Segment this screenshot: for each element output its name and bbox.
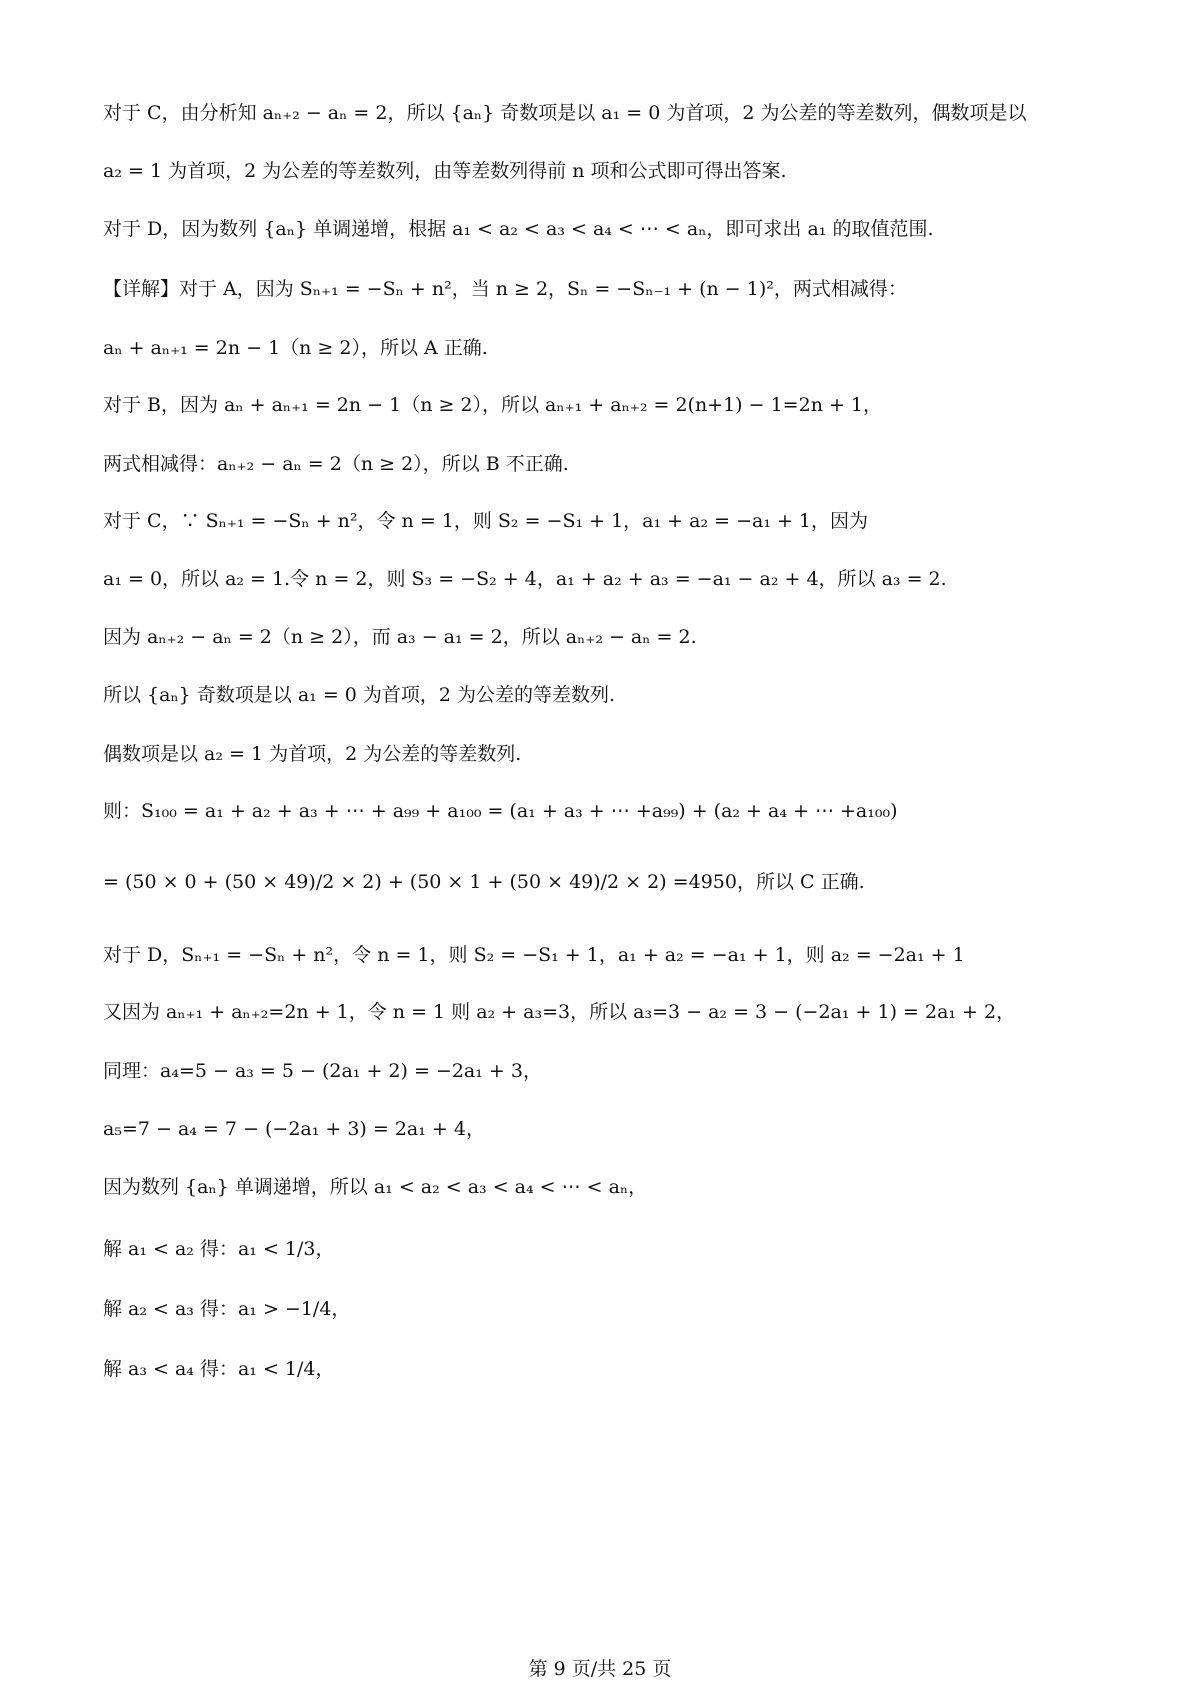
- text-line-14-formula: = (50 × 0 + (50 × 49)/2 × 2) + (50 × 1 + (50 × 49)/2 × 2) =4950，所以 C 正确.: [103, 871, 865, 893]
- text-line-22: 解 a₃ < a₄ 得：a₁ < 1/4，: [103, 1358, 335, 1380]
- text-line-20: 解 a₁ < a₂ 得：a₁ < 1/3，: [103, 1238, 335, 1260]
- text-line-13: 则：S₁₀₀ = a₁ + a₂ + a₃ + ⋯ + a₉₉ + a₁₀₀ = (a₁ + a₃ + ⋯ +a₉₉) + (a₂ + a₄ + ⋯ +a₁₀₀): [103, 800, 898, 822]
- text-line-11: 所以 {aₙ} 奇数项是以 a₁ = 0 为首项，2 为公差的等差数列.: [103, 684, 616, 706]
- text-line-17: 同理：a₄=5 − a₃ = 5 − (2a₁ + 2) = −2a₁ + 3，: [103, 1060, 542, 1082]
- text-line-10: 因为 aₙ₊₂ − aₙ = 2（n ≥ 2），而 a₃ − a₁ = 2，所以 aₙ₊₂ − aₙ = 2.: [103, 626, 697, 648]
- text-line-7: 两式相减得：aₙ₊₂ − aₙ = 2（n ≥ 2），所以 B 不正确.: [103, 453, 569, 475]
- text-line-5: aₙ + aₙ₊₁ = 2n − 1（n ≥ 2），所以 A 正确.: [103, 337, 488, 359]
- text-line-2: a₂ = 1 为首项，2 为公差的等差数列，由等差数列得前 n 项和公式即可得出答案.: [103, 160, 787, 182]
- text-line-16: 又因为 aₙ₊₁ + aₙ₊₂=2n + 1，令 n = 1 则 a₂ + a₃=3，所以 a₃=3 − a₂ = 3 − (−2a₁ + 1) = 2a₁ + 2，: [103, 1001, 1016, 1023]
- text-line-18: a₅=7 − a₄ = 7 − (−2a₁ + 3) = 2a₁ + 4，: [103, 1118, 485, 1140]
- page-footer: 第 9 页/共 25 页: [528, 1658, 672, 1680]
- text-line-6: 对于 B，因为 aₙ + aₙ₊₁ = 2n − 1（n ≥ 2），所以 aₙ₊₁ + aₙ₊₂ = 2(n+1) − 1=2n + 1，: [103, 394, 883, 416]
- text-line-1: 对于 C，由分析知 aₙ₊₂ − aₙ = 2，所以 {aₙ} 奇数项是以 a₁ = 0 为首项，2 为公差的等差数列，偶数项是以: [103, 102, 1027, 124]
- text-line-21: 解 a₂ < a₃ 得：a₁ > −1/4，: [103, 1298, 351, 1320]
- text-line-3: 对于 D，因为数列 {aₙ} 单调递增，根据 a₁ < a₂ < a₃ < a₄ < ⋯ < aₙ，即可求出 a₁ 的取值范围.: [103, 218, 934, 240]
- text-line-19: 因为数列 {aₙ} 单调递增，所以 a₁ < a₂ < a₃ < a₄ < ⋯ < aₙ，: [103, 1176, 648, 1198]
- text-line-4: 【详解】对于 A，因为 Sₙ₊₁ = −Sₙ + n²，当 n ≥ 2，Sₙ = −Sₙ₋₁ + (n − 1)²，两式相减得：: [103, 278, 907, 300]
- text-line-15: 对于 D，Sₙ₊₁ = −Sₙ + n²，令 n = 1，则 S₂ = −S₁ + 1，a₁ + a₂ = −a₁ + 1，则 a₂ = −2a₁ + 1: [103, 944, 965, 966]
- text-line-8: 对于 C，∵ Sₙ₊₁ = −Sₙ + n²，令 n = 1，则 S₂ = −S₁ + 1，a₁ + a₂ = −a₁ + 1，因为: [103, 510, 869, 532]
- text-line-9: a₁ = 0，所以 a₂ = 1.令 n = 2，则 S₃ = −S₂ + 4，a₁ + a₂ + a₃ = −a₁ − a₂ + 4，所以 a₃ = 2.: [103, 568, 947, 590]
- text-line-12: 偶数项是以 a₂ = 1 为首项，2 为公差的等差数列.: [103, 743, 522, 765]
